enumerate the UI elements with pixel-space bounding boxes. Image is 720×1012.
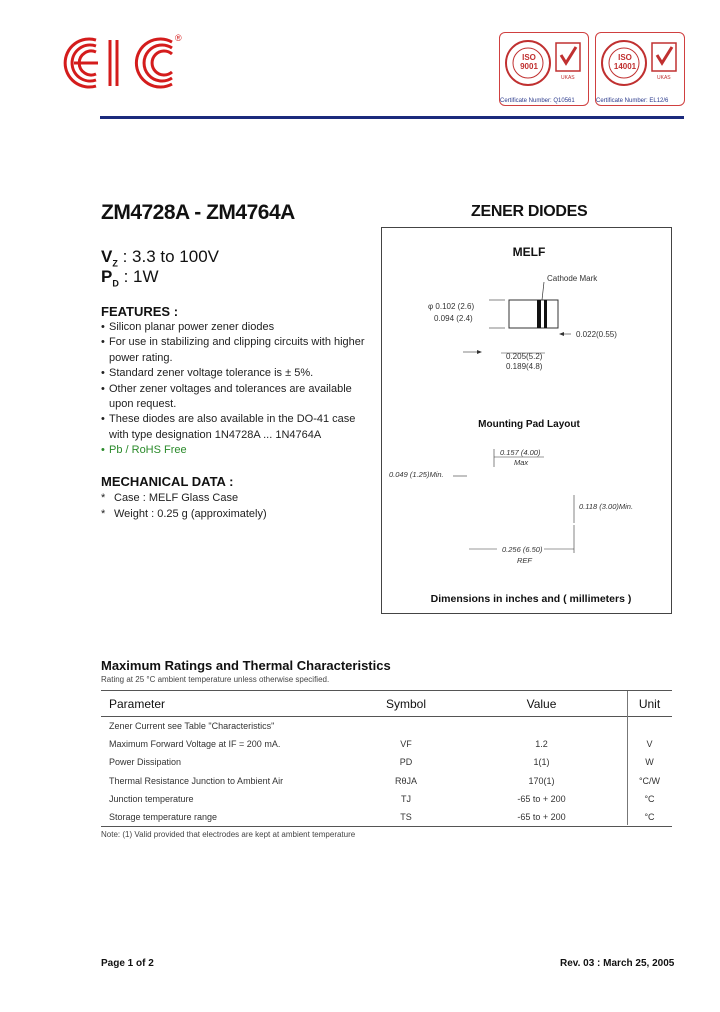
- pad-width: 0.157 (4.00): [500, 448, 541, 457]
- header-rule: [100, 116, 684, 119]
- vz-symbol: V: [101, 247, 113, 266]
- table-row: [101, 808, 672, 827]
- pd-subscript: D: [112, 278, 119, 289]
- dimensions-note: Dimensions in inches and ( millimeters ): [430, 593, 632, 605]
- col-value: Value: [456, 691, 627, 717]
- bullet: *: [101, 508, 106, 520]
- package-name: MELF: [512, 245, 546, 259]
- feature-item: • Standard zener voltage tolerance is ± 5%.: [101, 366, 371, 381]
- svg-text:UKAS: UKAS: [657, 75, 671, 81]
- table-header-row: [101, 691, 672, 717]
- features-heading: FEATURES :: [101, 304, 179, 319]
- length-max: 0.205(5.2): [506, 352, 543, 361]
- diameter-min: 0.094 (2.4): [434, 314, 473, 323]
- ratings-table: [101, 690, 672, 827]
- package-diagram: [381, 227, 671, 613]
- cell-parameter: Thermal Resistance Junction to Ambient Air: [109, 775, 284, 786]
- pad-gap: 0.049 (1.25)Min.: [389, 470, 444, 479]
- mechanical-heading: MECHANICAL DATA :: [101, 474, 234, 489]
- cathode-mark-label: Cathode Mark: [547, 274, 598, 283]
- pad-total-note: REF: [517, 556, 532, 565]
- iso9001-certificate-badge: [499, 32, 589, 106]
- feature-item: • These diodes are also available in the DO-41 case with type designation 1N4728A ... 1N4764A: [101, 412, 371, 443]
- cell-parameter: Maximum Forward Voltage at IF = 200 mA.: [109, 739, 281, 750]
- length-min: 0.189(4.8): [506, 362, 543, 371]
- svg-text:UKAS: UKAS: [561, 75, 575, 81]
- col-parameter: Parameter: [101, 691, 356, 717]
- page-number: Page 1 of 2: [101, 958, 154, 969]
- cell-unit: V: [646, 739, 653, 750]
- ratings-title: Maximum Ratings and Thermal Characteristics: [101, 658, 391, 673]
- feature-item: • Other zener voltages and tolerances are available upon request.: [101, 382, 371, 413]
- iso-label: ISO: [618, 53, 632, 62]
- bullet: *: [101, 492, 106, 504]
- cell-parameter: Power Dissipation: [109, 757, 182, 768]
- cell-parameter: Storage temperature range: [101, 808, 356, 827]
- table-divider: [627, 691, 628, 825]
- melf-body: [509, 300, 558, 328]
- ratings-note: Note: (1) Valid provided that electrodes are kept at ambient temperature: [101, 830, 356, 839]
- cell-symbol: TS: [356, 808, 456, 827]
- pad-width-note: Max: [514, 458, 529, 467]
- cell-parameter: Junction temperature: [109, 793, 194, 804]
- cell-value: -65 to + 200: [517, 793, 566, 804]
- cell-value: 1(1): [533, 757, 550, 768]
- iso-number: 9001: [520, 62, 538, 71]
- revision-date: Rev. 03 : March 25, 2005: [560, 958, 675, 969]
- product-title: ZM4728A - ZM4764A: [101, 201, 295, 224]
- iso-number: 14001: [613, 62, 637, 71]
- mechanical-item: Weight : 0.25 g (approximately): [114, 508, 267, 520]
- col-symbol: Symbol: [356, 691, 456, 717]
- vz-subscript: Z: [112, 258, 118, 269]
- ratings-subtitle: Rating at 25 °C ambient temperature unless otherwise specified.: [101, 675, 330, 684]
- certificate-number: Certificate Number: EL12/6: [596, 98, 669, 104]
- table-row: [101, 790, 672, 808]
- table-row: [101, 753, 672, 771]
- dim-arrowhead: [559, 332, 564, 336]
- table-row: [101, 717, 672, 736]
- cell-symbol: VF: [400, 739, 412, 750]
- cell-symbol: [356, 717, 456, 736]
- cell-symbol: PD: [399, 757, 413, 768]
- vz-value: : 3.3 to 100V: [122, 247, 219, 266]
- dim-arrowhead: [477, 350, 482, 354]
- pd-symbol: P: [101, 267, 113, 286]
- certificate-number: Certificate Number: Q10561: [500, 98, 575, 104]
- feature-item: • For use in stabilizing and clipping circuits with higher power rating.: [101, 335, 371, 366]
- iso14001-certificate-badge: [595, 32, 685, 106]
- cathode-band: [537, 300, 541, 328]
- cell-value: 1.2: [535, 739, 548, 750]
- eic-logo: [60, 34, 182, 92]
- power-dissipation-spec: [101, 267, 159, 288]
- diameter-max: φ 0.102 (2.6): [428, 302, 475, 311]
- cell-unit: °C: [644, 793, 655, 804]
- cell-parameter: Zener Current see Table "Characteristics": [109, 721, 275, 732]
- cell-unit: °C/W: [638, 775, 661, 786]
- cell-value: [456, 717, 627, 736]
- col-unit: Unit: [627, 691, 672, 717]
- feature-item: • Silicon planar power zener diodes: [101, 320, 371, 335]
- pad-height: 0.118 (3.00)Min.: [579, 502, 634, 511]
- features-list: [101, 320, 371, 459]
- table-row: [101, 735, 672, 753]
- cathode-band-2: [544, 300, 547, 328]
- table-row: [101, 772, 672, 790]
- mechanical-list: [101, 490, 267, 522]
- cell-value: -65 to + 200: [456, 808, 627, 827]
- cathode-leader: [542, 282, 544, 300]
- registered-mark: ®: [175, 33, 182, 43]
- cell-symbol: TJ: [401, 793, 411, 804]
- pd-value: : 1W: [123, 267, 159, 286]
- band-dimension: 0.022(0.55): [576, 330, 617, 339]
- iso-label: ISO: [522, 53, 536, 62]
- cell-unit: W: [645, 757, 654, 768]
- cell-value: 170(1): [528, 775, 555, 786]
- cell-unit: [627, 717, 672, 736]
- pad-layout-title: Mounting Pad Layout: [478, 419, 580, 430]
- cell-symbol: RθJA: [394, 775, 417, 786]
- mechanical-item: Case : MELF Glass Case: [114, 492, 239, 504]
- feature-item-rohs: • Pb / RoHS Free: [101, 443, 371, 458]
- pad-total: 0.256 (6.50): [502, 545, 543, 554]
- cell-unit: °C: [627, 808, 672, 827]
- zener-voltage-spec: [101, 247, 219, 268]
- product-category: ZENER DIODES: [471, 203, 588, 220]
